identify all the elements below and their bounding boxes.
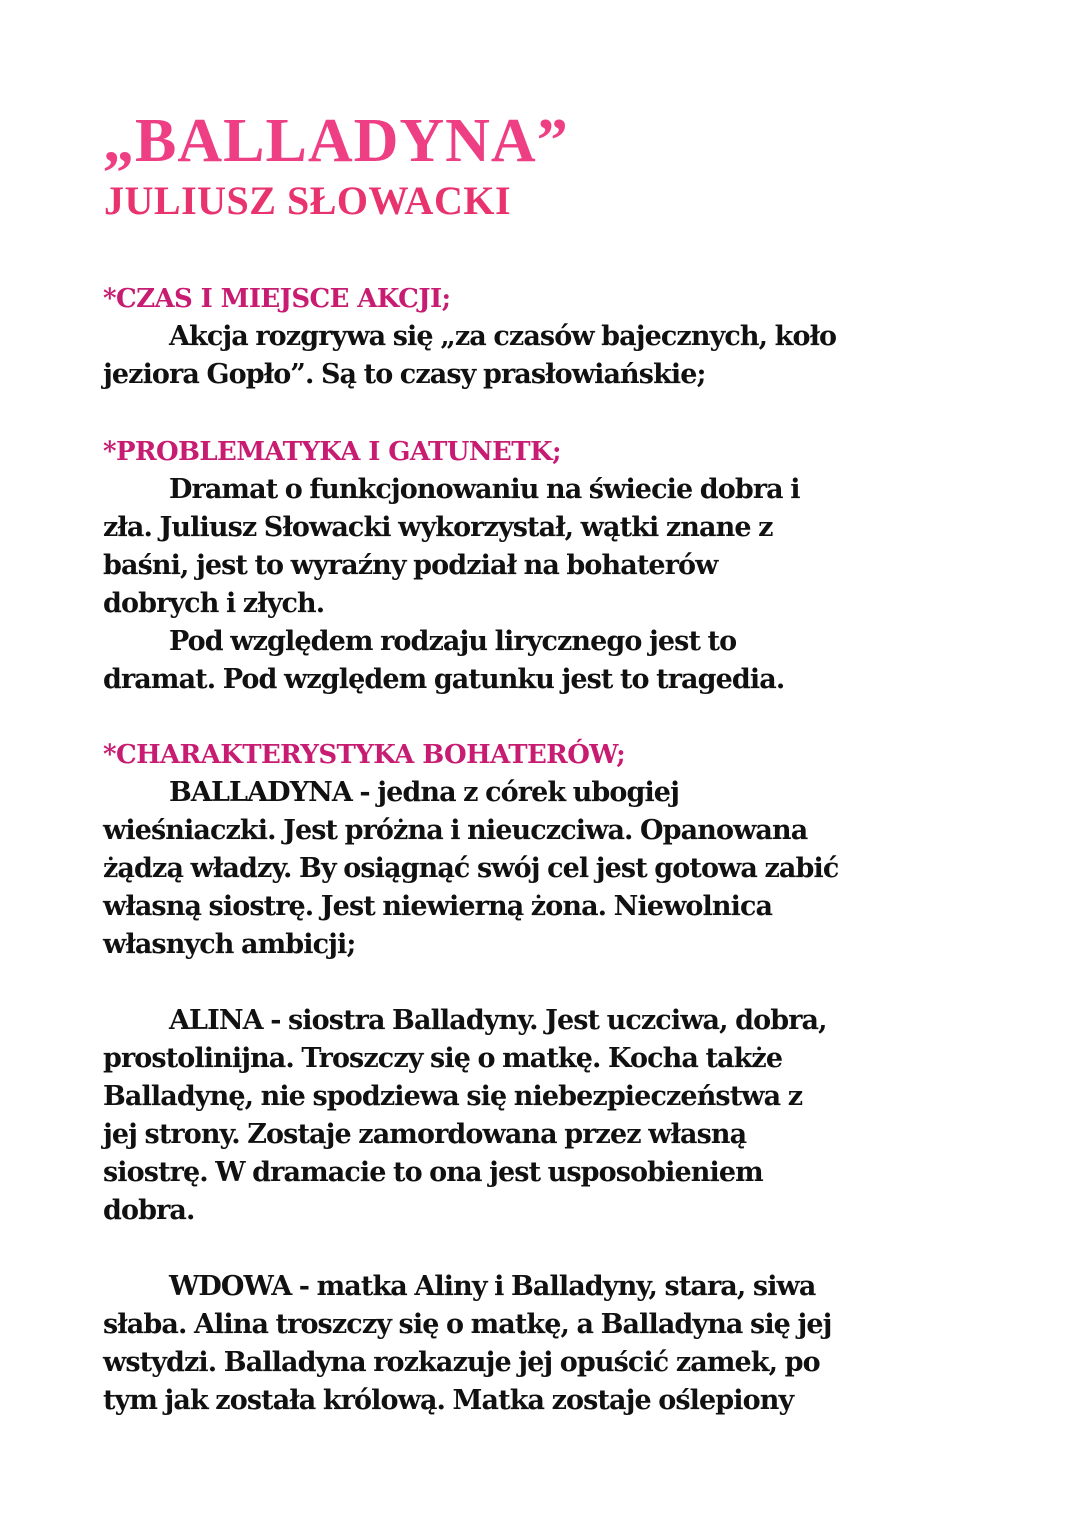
section-characters (103, 736, 838, 1420)
text-line: jej strony. Zostaje zamordowana przez własną (103, 1119, 747, 1150)
section-problems-and-genre (103, 433, 800, 699)
paragraph-spacer (103, 1230, 838, 1268)
document-title: „BALLADYNA” (103, 107, 569, 175)
text-line: dobra. (103, 1195, 195, 1226)
text-line: Balladynę, nie spodziewa się niebezpieczeństwa z (103, 1081, 803, 1112)
text-line: słaba. Alina troszczy się o matkę, a Balladyna się jej (103, 1309, 832, 1340)
character-wdowa (103, 1268, 838, 1420)
text-line: siostrę. W dramacie to ona jest usposobieniem (103, 1157, 763, 1188)
text-line: zła. Juliusz Słowacki wykorzystał, wątki znane z (103, 512, 773, 543)
text-line: dramat. Pod względem gatunku jest to tragedia. (103, 664, 785, 695)
text-line: Akcja rozgrywa się „za czasów bajecznych, koło (169, 321, 837, 352)
section-time-and-place (103, 280, 836, 394)
section-heading: *PROBLEMATYKA I GATUNETK; (103, 437, 562, 467)
text-line: WDOWA - matka Aliny i Balladyny, stara, siwa (169, 1271, 816, 1302)
text-line: żądzą władzy. By osiągnąć swój cel jest gotowa zabić (103, 853, 839, 884)
text-line: tym jak została królową. Matka zostaje oślepiony (103, 1385, 794, 1416)
text-line: Pod względem rodzaju lirycznego jest to (169, 626, 737, 657)
character-alina (103, 1002, 838, 1230)
section-heading: *CZAS I MIEJSCE AKCJI; (103, 284, 451, 314)
text-line: ALINA - siostra Balladyny. Jest uczciwa, dobra, (169, 1005, 827, 1036)
paragraph (103, 623, 800, 699)
text-line: BALLADYNA - jedna z córek ubogiej (169, 777, 679, 808)
text-line: dobrych i złych. (103, 588, 325, 619)
text-line: jeziora Gopło”. Są to czasy prasłowiańskie; (103, 359, 706, 390)
text-line: prostolinijna. Troszczy się o matkę. Kocha także (103, 1043, 783, 1074)
text-line: wstydzi. Balladyna rozkazuje jej opuścić zamek, po (103, 1347, 820, 1378)
text-line: wieśniaczki. Jest próżna i nieuczciwa. Opanowana (103, 815, 808, 846)
character-balladyna (103, 774, 838, 964)
text-line: własnych ambicji; (103, 929, 356, 960)
paragraph (103, 471, 800, 623)
paragraph (103, 318, 836, 394)
document-author: JULIUSZ SŁOWACKI (104, 178, 512, 223)
paragraph-spacer (103, 964, 838, 1002)
text-line: baśni, jest to wyraźny podział na bohaterów (103, 550, 718, 581)
text-line: Dramat o funkcjonowaniu na świecie dobra i (169, 474, 800, 505)
section-heading: *CHARAKTERYSTYKA BOHATERÓW; (103, 740, 626, 770)
text-line: własną siostrę. Jest niewierną żona. Niewolnica (103, 891, 773, 922)
